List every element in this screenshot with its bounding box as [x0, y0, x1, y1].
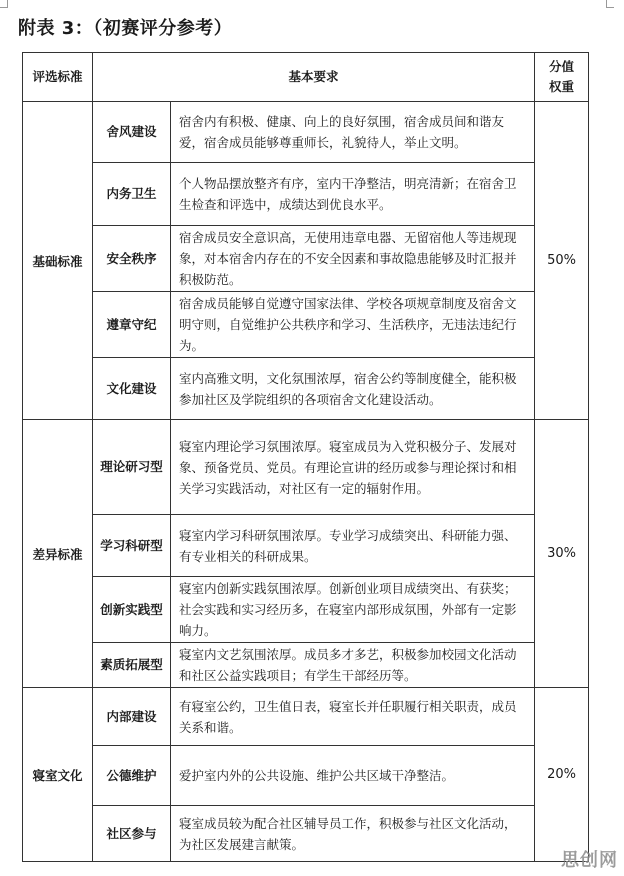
item-description: 爱护室内外的公共设施、维护公共区域干净整洁。 — [171, 746, 535, 806]
scoring-table — [22, 52, 589, 862]
item-name: 文化建设 — [93, 358, 171, 420]
table-row — [23, 643, 589, 688]
item-name: 遵章守纪 — [93, 292, 171, 358]
item-name: 安全秩序 — [93, 226, 171, 292]
item-name: 社区参与 — [93, 806, 171, 862]
table-row — [23, 292, 589, 358]
header-weight-line2: 权重 — [549, 79, 575, 94]
item-name: 创新实践型 — [93, 577, 171, 643]
table-row — [23, 806, 589, 862]
item-description: 寝室内文艺氛围浓厚。成员多才多艺，积极参加校园文化活动和社区公益实践项目；有学生干部经历等。 — [171, 643, 535, 688]
header-weight — [535, 53, 589, 102]
item-name: 素质拓展型 — [93, 643, 171, 688]
item-description: 寝室内创新实践氛围浓厚。创新创业项目成绩突出、有获奖；社会实践和实习经历多，在寝室内部形成氛围，外部有一定影响力。 — [171, 577, 535, 643]
category-cell: 基础标准 — [23, 102, 93, 420]
table-row — [23, 102, 589, 163]
weight-cell: 50% — [535, 102, 589, 420]
table-row — [23, 515, 589, 577]
table-row — [23, 163, 589, 226]
item-description: 宿舍成员能够自觉遵守国家法律、学校各项规章制度及宿舍文明守则，自觉维护公共秩序和学习、生活秩序，无违法违纪行为。 — [171, 292, 535, 358]
table-row — [23, 746, 589, 806]
crop-mark-left — [0, 0, 8, 8]
header-criteria: 评选标准 — [23, 53, 93, 102]
item-description: 室内高雅文明，文化氛围浓厚，宿舍公约等制度健全，能积极参加社区及学院组织的各项宿舍文化建设活动。 — [171, 358, 535, 420]
item-description: 宿舍内有积极、健康、向上的良好氛围，宿舍成员间和谐友爱，宿舍成员能够尊重师长，礼貌待人，举止文明。 — [171, 102, 535, 163]
item-name: 学习科研型 — [93, 515, 171, 577]
watermark: 思创网 — [561, 850, 618, 871]
table-row — [23, 358, 589, 420]
table-row — [23, 688, 589, 746]
page-title: 附表 3：（初赛评分参考） — [18, 18, 233, 39]
weight-cell: 20% — [535, 688, 589, 862]
weight-cell: 30% — [535, 420, 589, 688]
table-row — [23, 420, 589, 515]
table-row — [23, 577, 589, 643]
item-name: 理论研习型 — [93, 420, 171, 515]
category-cell: 寝室文化 — [23, 688, 93, 862]
category-cell: 差异标准 — [23, 420, 93, 688]
header-weight-line1: 分值 — [549, 59, 575, 74]
item-description: 寝室内学习科研氛围浓厚。专业学习成绩突出、科研能力强、有专业相关的科研成果。 — [171, 515, 535, 577]
item-name: 公德维护 — [93, 746, 171, 806]
header-requirements: 基本要求 — [93, 53, 535, 102]
item-name: 内部建设 — [93, 688, 171, 746]
item-description: 有寝室公约，卫生值日表，寝室长并任职履行相关职责，成员关系和谐。 — [171, 688, 535, 746]
table-row — [23, 226, 589, 292]
item-description: 寝室成员较为配合社区辅导员工作，积极参与社区文化活动，为社区发展建言献策。 — [171, 806, 535, 862]
item-name: 内务卫生 — [93, 163, 171, 226]
item-description: 寝室内理论学习氛围浓厚。寝室成员为入党积极分子、发展对象、预备党员、党员。有理论宣讲的经历或参与理论探讨和相关学习实践活动，对社区有一定的辐射作用。 — [171, 420, 535, 515]
item-description: 个人物品摆放整齐有序，室内干净整洁，明亮清新；在宿舍卫生检查和评选中，成绩达到优良水平。 — [171, 163, 535, 226]
item-description: 宿舍成员安全意识高，无使用违章电器、无留宿他人等违规现象，对本宿舍内存在的不安全因素和事故隐患能够及时汇报并积极防范。 — [171, 226, 535, 292]
crop-mark-right — [606, 0, 614, 8]
table-header-row — [23, 53, 589, 102]
item-name: 舍风建设 — [93, 102, 171, 163]
